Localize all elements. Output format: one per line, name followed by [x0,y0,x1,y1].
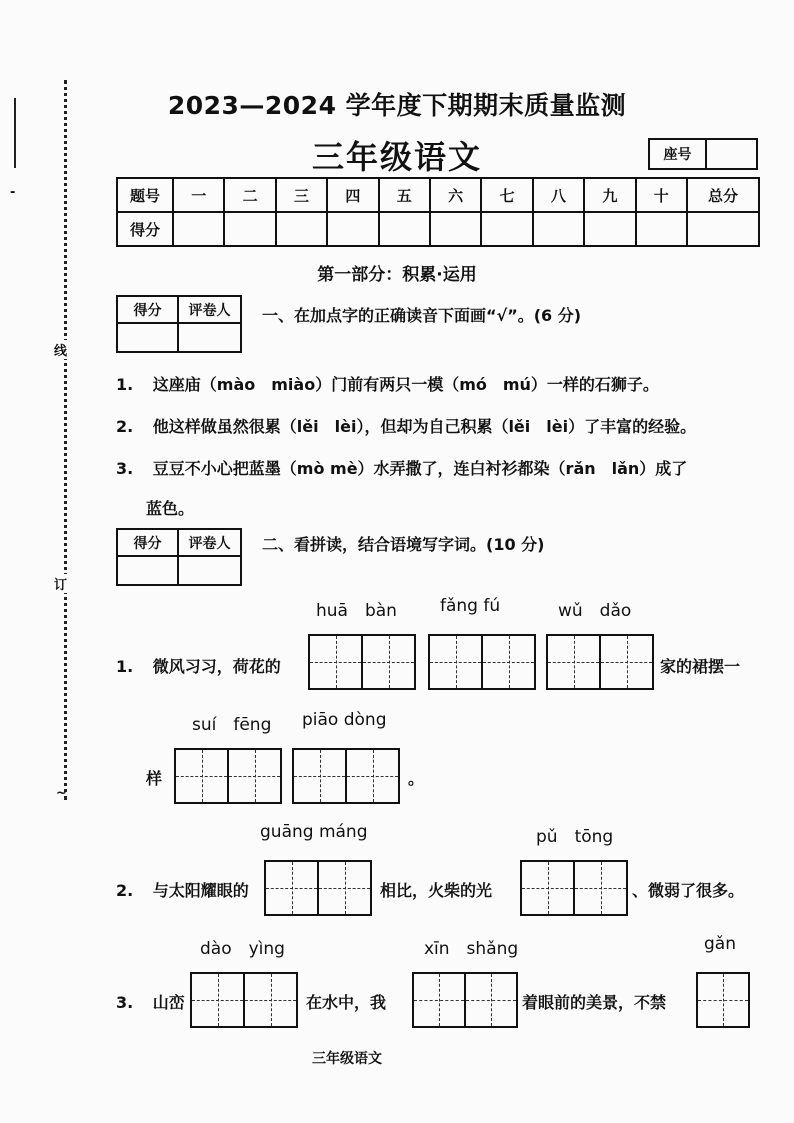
score-cell[interactable] [584,212,635,246]
grader-name-label: 评卷人 [179,297,240,324]
item-number: 3. [116,993,134,1012]
score-cell[interactable] [636,212,687,246]
item-text: 蓝色。 [146,499,195,518]
score-header-cell: 三 [276,178,327,212]
grader-name-field[interactable] [179,557,240,584]
seat-input[interactable] [707,140,756,168]
score-header-cell: 十 [636,178,687,212]
score-cell[interactable] [430,212,481,246]
sentence-text: 与太阳耀眼的 [152,881,249,900]
item-text: 他这样做虽然很累（lěi lèi），但却为自己积累（lěi lèi）了丰富的经验。 [152,417,697,436]
answer-grid-wudao[interactable] [546,634,654,690]
item-text: 豆豆不小心把蓝墨（mò mè）水弄撒了，连白衬衫都染（rǎn lǎn）成了 [152,459,688,478]
seat-label: 座号 [650,140,707,168]
answer-grid-suifeng[interactable] [174,748,282,804]
q2-s3-middle: 在水中，我 [306,993,387,1012]
score-cell[interactable] [327,212,378,246]
answer-grid-putong[interactable] [520,860,628,916]
q2-s1-suffix: 家的裙摆一 [660,657,741,676]
margin-mark-top: - [10,185,16,200]
q2-s3-prefix [116,990,185,1013]
item-number: 1. [116,375,134,394]
grader-box-q1 [116,295,242,353]
score-header-row [117,178,759,212]
score-header-cell: 二 [224,178,275,212]
q2-s1-prefix [116,654,281,677]
sentence-text: 微风习习，荷花的 [152,657,281,676]
grader-score-field[interactable] [118,557,179,584]
q2-s2-suffix: 、微弱了很多。 [632,881,745,900]
score-cell[interactable] [379,212,430,246]
answer-grid-fangfu[interactable] [428,634,536,690]
q1-item-1 [116,372,659,395]
score-value-row [117,212,759,246]
grader-score-label: 得分 [118,297,179,324]
item-text: 这座庙（mào miào）门前有两只一模（mó mú）一样的石狮子。 [152,375,659,394]
sentence-text: 山峦 [152,993,185,1012]
item-number: 3. [116,459,134,478]
q1-item-3-cont [146,496,194,519]
pinyin-xinshang: xīn shǎng [424,939,519,959]
answer-grid-piaodong[interactable] [292,748,400,804]
score-cell[interactable] [224,212,275,246]
answer-grid-guangmang[interactable] [264,860,372,916]
pinyin-gan: gǎn [704,934,736,954]
part1-title: 第一部分：积累·运用 [317,265,477,285]
score-row-label: 得分 [117,212,173,246]
q2-title: 二、看拼读，结合语境写字词。(10 分) [262,535,545,554]
binding-dotted-line [64,80,67,800]
margin-mark-bottom: ~ [56,786,67,801]
q2-s2-middle: 相比，火柴的光 [380,881,493,900]
q1-item-3 [116,456,687,479]
score-header-cell: 九 [584,178,635,212]
pinyin-wudao: wǔ dǎo [558,601,632,621]
score-header-cell: 一 [173,178,224,212]
pinyin-fangfu: fǎng fú [440,596,501,616]
score-table [116,177,760,247]
exam-title: 2023—2024 学年度下期期末质量监测 [167,91,627,120]
pinyin-daoying: dào yìng [200,939,285,959]
pinyin-piaodong: piāo dòng [302,710,387,730]
q1-item-2 [116,414,696,437]
score-cell[interactable] [533,212,584,246]
grader-score-field[interactable] [118,324,179,351]
score-cell[interactable] [687,212,759,246]
page-footer: 三年级语文 [312,1051,382,1067]
score-cell[interactable] [173,212,224,246]
margin-mark-order: 订 [54,574,67,593]
score-header-cell: 四 [327,178,378,212]
seat-number-box[interactable] [648,138,758,170]
score-header-cell: 总分 [687,178,759,212]
item-number: 2. [116,881,134,900]
score-header-cell: 六 [430,178,481,212]
score-cell[interactable] [481,212,532,246]
q2-s2-prefix [116,878,249,901]
pinyin-huaban: huā bàn [316,601,397,621]
answer-grid-huaban[interactable] [308,634,416,690]
score-cell[interactable] [276,212,327,246]
pinyin-suifeng: suí fēng [192,715,272,735]
answer-grid-xinshang[interactable] [412,972,518,1028]
margin-mark-line: 线 [54,340,67,359]
item-number: 1. [116,657,134,676]
grader-score-label: 得分 [118,530,179,557]
exam-subtitle: 三年级语文 [311,138,482,176]
score-header-cell: 八 [533,178,584,212]
grader-name-label: 评卷人 [179,530,240,557]
grader-name-field[interactable] [179,324,240,351]
q1-title: 一、在加点字的正确读音下面画“√”。(6 分) [262,306,582,325]
q2-s1-end: 。 [408,769,425,788]
item-number: 2. [116,417,134,436]
answer-grid-gan[interactable] [696,972,750,1028]
score-header-cell: 七 [481,178,532,212]
q2-s3-suffix: 着眼前的美景，不禁 [522,993,667,1012]
score-header-cell: 题号 [117,178,173,212]
pinyin-putong: pǔ tōng [536,827,614,847]
grader-box-q2 [116,528,242,586]
answer-grid-daoying[interactable] [190,972,298,1028]
q2-s1-cont: 样 [146,769,163,788]
score-header-cell: 五 [379,178,430,212]
pinyin-guangmang: guāng máng [260,822,368,842]
